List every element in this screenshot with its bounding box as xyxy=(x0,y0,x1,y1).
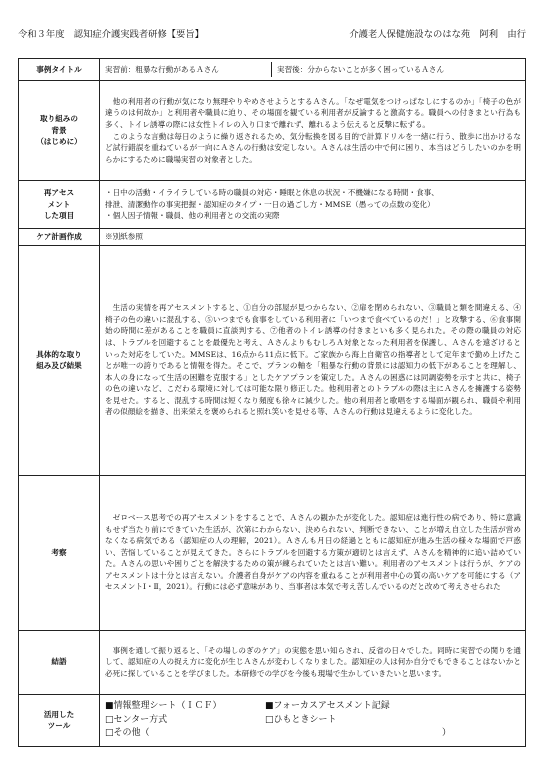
background-label-line: （はじめに） xyxy=(36,137,82,147)
background-label-line: 取り組みの xyxy=(40,114,78,124)
case-title-label: 事例タイトル xyxy=(19,59,100,81)
tool-other-close: ） xyxy=(441,727,451,738)
conclusion-label: 結語 xyxy=(19,630,100,694)
page-header xyxy=(18,26,526,40)
summary-table xyxy=(18,58,526,747)
tool-icf-sheet: ■情報整理シート（ＩＣＦ） xyxy=(105,701,222,712)
tools-row xyxy=(105,700,521,713)
reassessment-line: 排泄、清潔動作の事実把握・認知症のタイプ・一日の過ごし方・MMSE（愚っての点数の変化） xyxy=(105,199,435,209)
case-title-before: 実習前：粗暴な行動があるＡさん xyxy=(100,62,272,78)
discussion-paragraph: ゼロベース思考での再アセスメントをすることで、Ａさんの観かたが変化した。認知症は進行性の病であり、特に意識もせず当たり前にできていた生活が、次第にわからない、決められない、判断できない、ことが増え自立した生活が営めなくなる病気である（認知症の人の理解，2021）。Ａさんも月日の経過とともに認知症が進み生活の様々な場面で戸惑い、苦悩していることが見えてきた。さらにトラブルを回避する方策が適切とは言えず、Ａさんを精神的に追い詰めていた。Ａさんの思いや困りごとを解決するための策が練られていたとは言い難い。利用者のアセスメントは行うが、ケアのアセスメントは十分とは言えない。介護者自身がケアの内容を重ねることが利用者中心の質の高いケアを可能にする（アセスメントⅠ・Ⅱ，2021）。行動には必ず意味があり、当事者は本気で考え苦しんでいるのだと改めて考えさせられた xyxy=(105,513,521,592)
tools-label-line: ツール xyxy=(47,721,71,731)
tool-center-method: □センター方式 xyxy=(105,714,168,725)
reassessment-label-line: 再アセス xyxy=(43,188,75,198)
background-label-line: 背景 xyxy=(51,125,67,135)
background-paragraph: このような言動は毎日のように繰り返されるため、気分転換を図る目的で計算ドリルを一緒に行う、散歩に出かけるなど試行錯誤を重ねているが一向にＡさんの行動は安定しない。Ａさんは生活の中で何に困り、本当はどうしたいのかを明らかにするために職場実習の対象者とした。 xyxy=(105,131,521,164)
care-plan-body: ※別紙参照 xyxy=(100,229,526,246)
reassessment-line: ・個人因子情報・職員、他の利用者との交流の実際 xyxy=(105,211,280,221)
tools-label-line: 活用した xyxy=(43,709,75,719)
header-title: 令和３年度 認知症介護実践者研修【要旨】 xyxy=(18,29,204,40)
background-body xyxy=(100,81,526,181)
tool-other-open: □その他（ xyxy=(105,727,150,738)
case-title-after: 実習後：分からないことが多く困っているＡさん xyxy=(277,64,445,74)
results-paragraph: 生活の実情を再アセスメントすると、①自分の部屋が見つからない、②扉を閉められない、③職員と類を間違える、④椅子の色の違いに混乱する、⑤いつまでも食事をしている利用者に「いつまで食べているのだ！」と攻撃する、⑥食事開始の時間に差があることを職員に直談判する、⑦他者のトイレ誘導の付きまといも多く見られた。その際の職員の対応は、トラブルを回避することを最優先と考え、ＡさんよりもむしろＡ対象となった利用者を保護し、Ａさんを遠ざけるといった対応をしていた。MMSEは、16点から11点に低下。ご家族から海上自衛官の指導者として定年まで勤め上げたことが唯一の誇りであると情報を得た。そこで、プランの軸を「粗暴な行動の背景には認知力の低下があることを理解し、本人の身になって生活の困難を克服する」としたケアプランを策定した。Ａさんの困惑には同調姿勢を示すと共に、椅子の色の違いなど、こだわる環境に対しては可能な限り修正した。他利用者とのトラブルの際は主にＡさんを擁護する姿勢を見せた。すると、混乱する時間は短くなり頻度も徐々に減少した。他の利用者と歌唱をする場面が観られ、職員や利用者の似顔絵を描き、出来栄えを褒められると照れ笑いを見せる等、Ａさんの行動は見違えるように変化した。 xyxy=(105,303,521,417)
tools-body xyxy=(100,694,526,746)
background-label xyxy=(19,81,100,181)
tools-label xyxy=(19,694,100,746)
tool-himotoki-sheet: □ひもときシート xyxy=(265,714,337,725)
reassessment-line: ・日中の活動・イライラしている時の職員の対応・睡眠と休息の状況・不機嫌になる時間・食事、 xyxy=(105,188,439,198)
results-label-line: 組み及び結果 xyxy=(36,361,82,371)
results-label xyxy=(19,245,100,475)
header-author: 介護老人保健施設なのはな苑 阿利 由行 xyxy=(349,29,526,40)
results-label-line: 具体的な取り xyxy=(36,349,82,359)
tools-row xyxy=(105,714,521,727)
discussion-body xyxy=(100,475,526,630)
results-body xyxy=(100,245,526,475)
reassessment-body xyxy=(100,181,526,229)
care-plan-label: ケア計画作成 xyxy=(19,229,100,246)
reassessment-label-line: した項目 xyxy=(43,211,75,221)
tools-row xyxy=(105,727,521,740)
tool-focus-assessment: ■フォーカスアセスメント記録 xyxy=(265,701,390,712)
conclusion-paragraph: 事例を通して振り返ると、「その場しのぎのケア」の実態を思い知らされ、反省の日々でした。同時に実習での関りを通して、認知症の人の捉え方に変化が生じＡさんが変わしくなりました。認知症の人は何か自分でもできることはないかと必死に探していることを学びました。本研修での学びを今後も現場で生かしていきたいと思います。 xyxy=(105,645,521,678)
background-paragraph: 他の利用者の行動が気になり無理やりやめさせようとするＡさん。「なぜ電気をつけっぱなしにするのか」「椅子の色が違うのは何故か」と利用者や職員に迫り、その場面を観ている利用者が反論すると激高する。職員への付きまとい行為も多く、トイレ誘導の際には女性トイレの入り口まで離れず、離れるよう伝えると反撃に転ずる。 xyxy=(105,96,521,129)
discussion-label: 考察 xyxy=(19,475,100,630)
case-title-cell xyxy=(100,59,526,81)
conclusion-body xyxy=(100,630,526,694)
reassessment-label-line: メント xyxy=(47,199,71,209)
reassessment-label xyxy=(19,181,100,229)
